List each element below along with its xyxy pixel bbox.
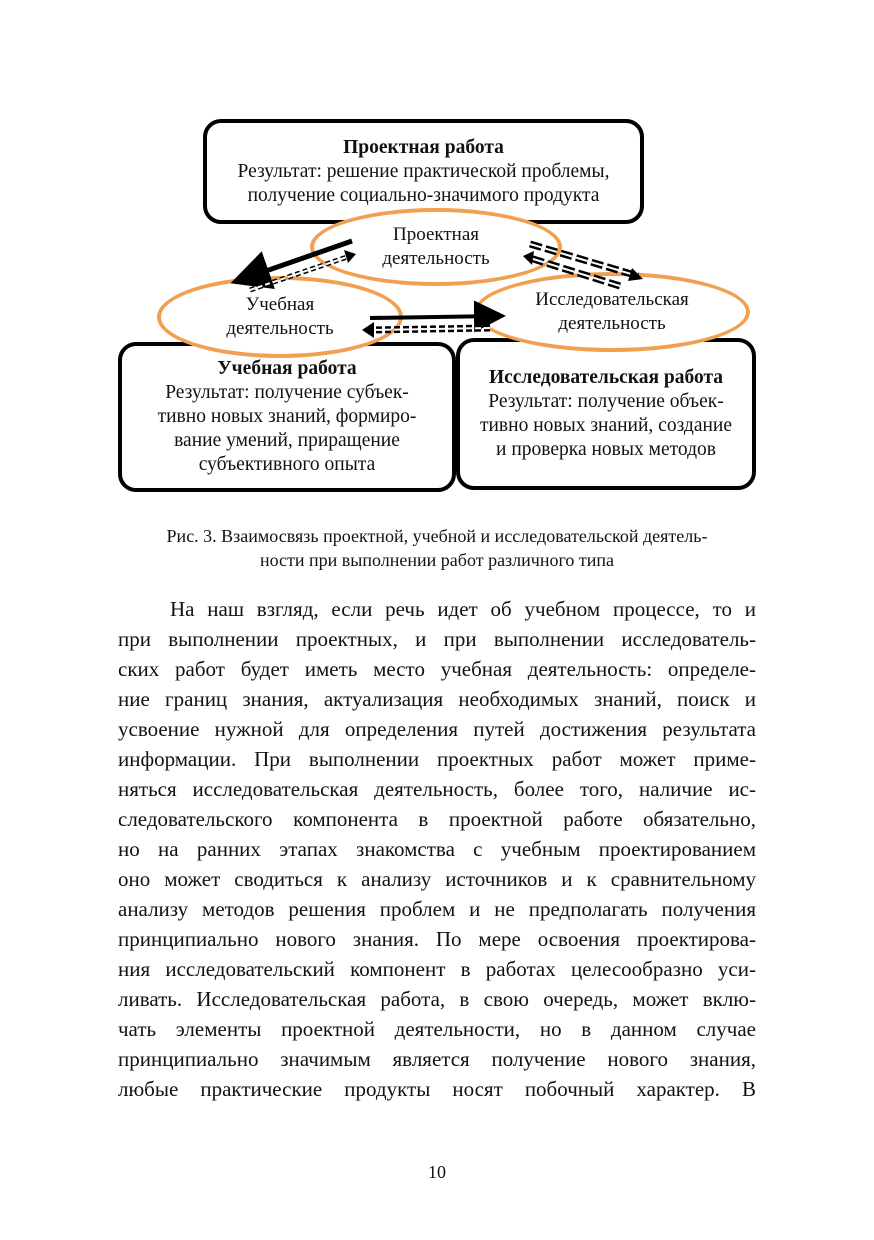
educational-work-result-line: вание умений, приращение xyxy=(174,430,400,451)
educational-activity-label: Учебная xyxy=(245,294,315,315)
page-number: 10 xyxy=(428,1162,446,1182)
research-activity-oval xyxy=(474,272,750,352)
body-text-line: принципиально нового знания. По мере освоения проектирова- xyxy=(118,927,756,951)
educational-work-result-line: тивно новых знаний, формиро- xyxy=(157,406,417,427)
body-text-line: оно может сводиться к анализу источников и к сравнительному xyxy=(118,867,756,891)
figure-caption: Рис. 3. Взаимосвязь проектной, учебной и исследовательской деятель- xyxy=(166,526,708,546)
body-text-line: ние границ знания, актуализация необходимых знаний, поиск и xyxy=(118,687,756,711)
body-text-line: принципиально значимым является получение нового знания, xyxy=(118,1047,756,1071)
relationship-diagram xyxy=(0,0,874,510)
project-activity-oval xyxy=(310,208,562,286)
body-text-line: ских работ будет иметь место учебная деятельность: определе- xyxy=(118,657,756,681)
research-activity-label: Исследовательская xyxy=(535,289,689,310)
research-activity-label: деятельность xyxy=(558,313,666,334)
educational-work-box xyxy=(118,342,456,492)
body-text-line: На наш взгляд, если речь идет об учебном процессе, то и xyxy=(170,597,756,621)
body-text-line: любые практические продукты носят побочный характер. В xyxy=(118,1077,756,1101)
body-text-line: но на ранних этапах знакомства с учебным проектированием xyxy=(118,837,756,861)
research-work-result-line: и проверка новых методов xyxy=(496,439,716,460)
body-text xyxy=(118,594,756,1104)
body-text-line: анализу методов решения проблем и не предполагать получения xyxy=(118,897,756,921)
project-activity-label: деятельность xyxy=(382,248,490,269)
research-work-result-line: тивно новых знаний, создание xyxy=(479,415,733,436)
educational-work-result-line: Результат: получение субъек- xyxy=(165,382,409,403)
educational-activity-label: деятельность xyxy=(226,318,334,339)
body-text-line: ния исследовательский компонент в работах целесообразно уси- xyxy=(118,957,756,981)
educational-activity-oval xyxy=(157,276,403,358)
educational-work-result-line: субъективного опыта xyxy=(198,454,376,475)
project-work-result-line: получение социально-значимого продукта xyxy=(247,184,600,206)
body-text-line: чать элементы проектной деятельности, но в данном случае xyxy=(118,1017,756,1041)
body-text-line: информации. При выполнении проектных работ может приме- xyxy=(118,747,756,771)
body-text-line: няться исследовательская деятельность, более того, наличие ис- xyxy=(118,777,756,801)
body-text-line: ливать. Исследовательская работа, в свою очередь, может вклю- xyxy=(118,987,756,1011)
project-activity-label: Проектная xyxy=(392,224,479,245)
research-work-box xyxy=(456,338,756,490)
project-work-title: Проектная работа xyxy=(343,136,504,158)
research-work-title: Исследовательская работа xyxy=(488,367,724,388)
educational-work-title: Учебная работа xyxy=(217,358,357,379)
research-work-result-line: Результат: получение объек- xyxy=(488,391,724,412)
body-text-line: при выполнении проектных, и при выполнении исследователь- xyxy=(118,627,756,651)
project-work-result-line: Результат: решение практической проблемы, xyxy=(237,160,610,182)
body-text-line: следовательского компонента в проектной работе обязательно, xyxy=(118,807,756,831)
figure-caption: ности при выполнении работ различного типа xyxy=(259,550,615,570)
body-text-line: усвоение нужной для определения путей достижения результата xyxy=(118,717,756,741)
